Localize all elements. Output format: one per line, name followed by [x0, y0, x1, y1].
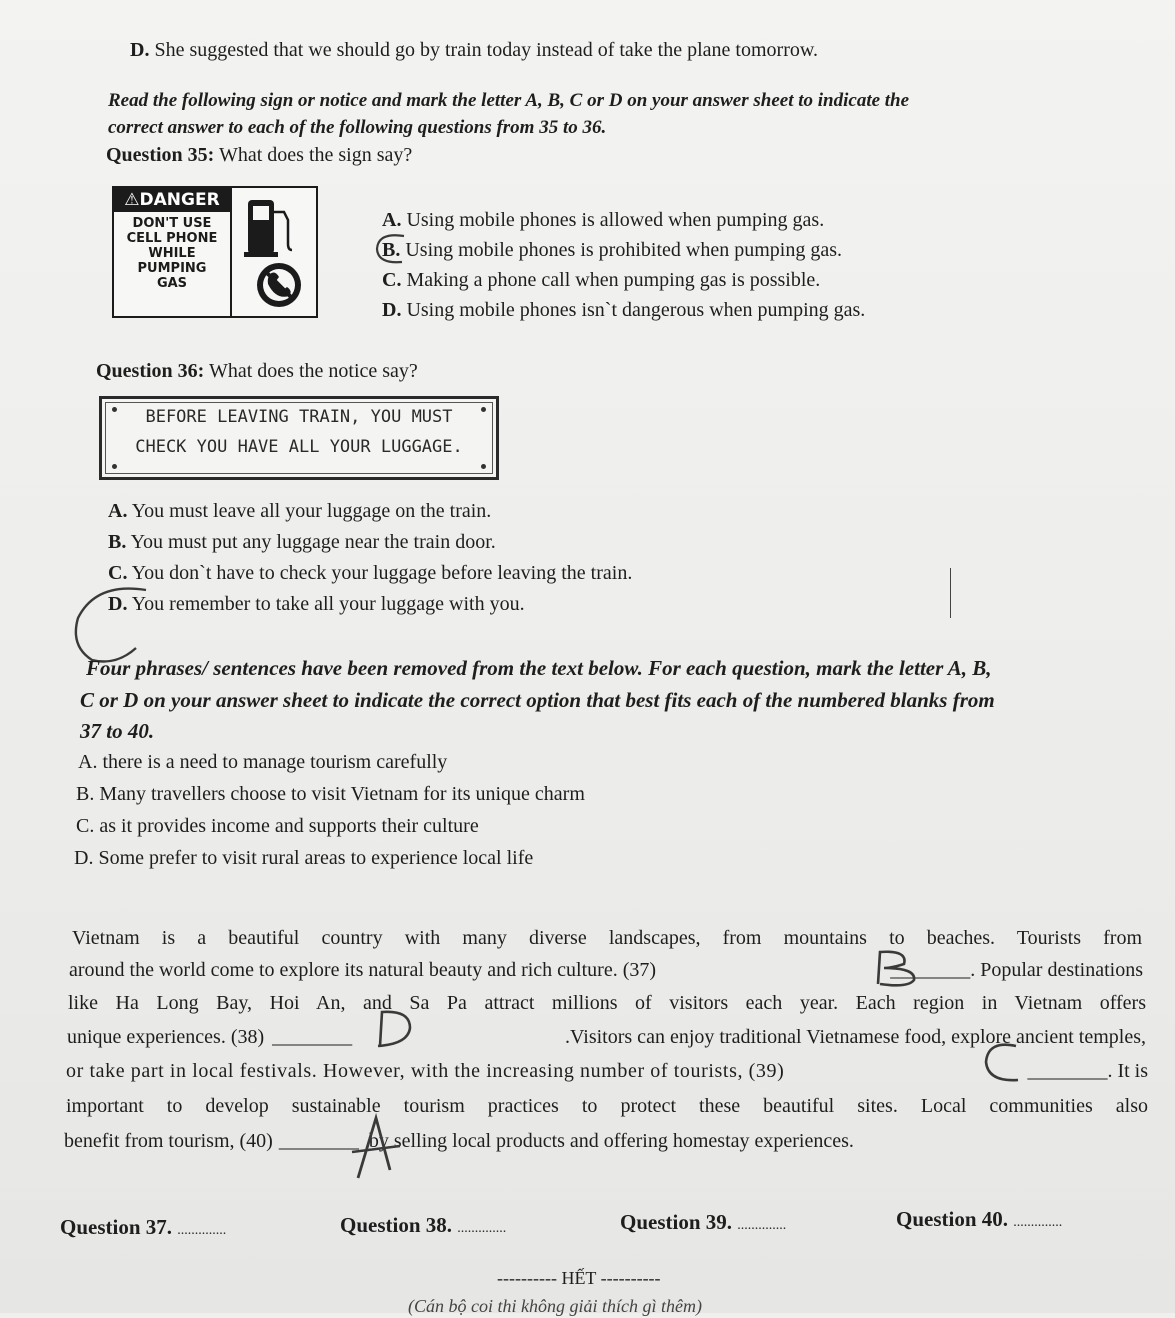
passage-text: benefit from tourism, (40)	[64, 1130, 273, 1152]
notice-rivet	[481, 464, 486, 469]
notice-line-1: BEFORE LEAVING TRAIN, YOU MUST	[145, 407, 453, 427]
sign-line: DON'T USE	[132, 216, 212, 231]
instruction-2-line-1: Four phrases/ sentences have been removed from the text below. For each question, mark the letter A, B,	[86, 656, 992, 680]
option-text: You remember to take all your luggage with you.	[131, 593, 525, 615]
passage-text: unique experiences. (38)	[67, 1026, 265, 1048]
handwritten-b-mark	[868, 948, 924, 988]
option-text: You don`t have to check your luggage before leaving the train.	[131, 562, 633, 584]
passage-line-3: like Ha Long Bay, Hoi An, and Sa Pa attract millions of visitors each year. Each region in Vietnam offers	[68, 992, 1146, 1014]
danger-header: ⚠DANGER	[114, 188, 230, 212]
option-text: You must leave all your luggage on the train.	[131, 500, 492, 522]
question-text: What does the sign say?	[218, 144, 413, 166]
answer-label: Question 40.	[896, 1207, 1009, 1231]
phrase-d: D. Some prefer to visit rural areas to experience local life	[74, 847, 534, 869]
passage-text: around the world come to explore its natural beauty and rich culture. (37)	[69, 959, 657, 981]
sign-divider	[230, 188, 232, 316]
handwritten-d-mark	[366, 1006, 416, 1050]
answer-label: Question 39.	[620, 1210, 733, 1234]
question-label: Question 35:	[106, 144, 215, 166]
question-36	[96, 359, 418, 383]
passage-text: or take part in local festivals. However, with the increasing number of tourists, (39)	[66, 1060, 785, 1082]
sign-line: CELL PHONE	[126, 231, 218, 246]
passage-text: by selling local products and offering homestay experiences.	[368, 1130, 854, 1152]
option-letter: D.	[108, 593, 128, 615]
q35-option-c[interactable]	[382, 268, 820, 292]
question-35	[106, 143, 412, 167]
question-label: Question 36:	[96, 360, 205, 382]
option-letter: B.	[382, 239, 401, 261]
passage-text: . Popular destinations	[970, 959, 1143, 981]
instruction-1-line-1: Read the following sign or notice and mark the letter A, B, C or D on your answer sheet to indicate the	[108, 90, 910, 111]
answer-dots: ..............	[737, 1218, 787, 1233]
option-text: Using mobile phones isn`t dangerous when pumping gas.	[406, 299, 866, 321]
option-letter: C.	[382, 269, 402, 291]
handwritten-c-mark	[976, 1038, 1026, 1086]
blank-40: ________	[278, 1130, 359, 1152]
option-letter: D.	[130, 39, 150, 61]
notice-rivet	[112, 464, 117, 469]
sign-line: WHILE	[148, 246, 196, 261]
passage-line-1: Vietnam is a beautiful country with many diverse landscapes, from mountains to beaches. Tourists from	[72, 927, 1142, 949]
option-text: Making a phone call when pumping gas is possible.	[406, 269, 821, 291]
gas-pump-icon	[242, 194, 302, 258]
no-phone-icon	[254, 260, 304, 310]
option-text: You must put any luggage near the train door.	[130, 531, 496, 553]
q36-option-b[interactable]	[108, 530, 496, 554]
blank-37: ________	[890, 959, 971, 981]
q36-option-d[interactable]	[108, 592, 525, 616]
answer-38[interactable]	[340, 1213, 506, 1241]
footer-note: (Cán bộ coi thi không giải thích gì thêm)	[408, 1296, 702, 1316]
end-marker: ---------- HẾT ----------	[497, 1268, 661, 1288]
q35-option-a[interactable]	[382, 208, 824, 232]
instruction-2-line-2: C or D on your answer sheet to indicate the correct option that best fits each of the numbered blanks from	[80, 688, 995, 712]
phrase-c: C. as it provides income and supports their culture	[76, 815, 479, 837]
spacer	[264, 1025, 272, 1049]
answer-circle-mark	[372, 232, 412, 266]
q36-option-c[interactable]	[108, 561, 632, 585]
answer-37[interactable]	[60, 1215, 226, 1243]
option-letter: D.	[382, 299, 402, 321]
instruction-2-line-3: 37 to 40.	[80, 719, 155, 743]
phrase-b: B. Many travellers choose to visit Vietnam for its unique charm	[76, 783, 585, 805]
answer-dots: ..............	[1013, 1215, 1063, 1230]
question-text: What does the notice say?	[208, 360, 418, 382]
passage-line-2	[69, 958, 1143, 982]
answer-label: Question 37.	[60, 1215, 173, 1239]
danger-sign-text	[114, 216, 230, 291]
answer-dots: ..............	[457, 1221, 507, 1236]
stray-mark	[950, 568, 951, 618]
spacer	[656, 958, 890, 982]
q36-option-a[interactable]	[108, 499, 491, 523]
option-text: Using mobile phones is prohibited when pumping gas.	[405, 239, 842, 261]
handwritten-a-mark	[338, 1112, 408, 1182]
answer-40[interactable]	[896, 1207, 1062, 1235]
q35-option-b[interactable]	[382, 238, 842, 262]
option-letter: B.	[108, 531, 127, 553]
q35-option-d[interactable]	[382, 298, 865, 322]
blank-39: ________	[1027, 1060, 1108, 1082]
option-text: She suggested that we should go by train today instead of take the plane tomorrow.	[154, 39, 819, 61]
answer-dots: ..............	[177, 1223, 227, 1238]
notice-line-2: CHECK YOU HAVE ALL YOUR LUGGAGE.	[135, 437, 463, 457]
sign-line: PUMPING	[137, 261, 207, 276]
passage-text: .Visitors can enjoy traditional Vietnamese food, explore ancient temples,	[565, 1026, 1146, 1048]
phrase-a: A. there is a need to manage tourism carefully	[78, 751, 448, 773]
train-notice	[99, 396, 499, 480]
instruction-1-line-2: correct answer to each of the following questions from 35 to 36.	[108, 117, 607, 138]
blank-38: ________	[272, 1026, 353, 1048]
danger-sign	[112, 186, 318, 318]
top-option-d	[130, 38, 818, 62]
option-letter: C.	[108, 562, 128, 584]
answer-39[interactable]	[620, 1210, 786, 1238]
sign-line: GAS	[156, 276, 188, 291]
option-letter: A.	[108, 500, 128, 522]
option-letter: A.	[382, 209, 402, 231]
option-text: Using mobile phones is allowed when pumping gas.	[406, 209, 825, 231]
passage-line-7	[64, 1129, 854, 1153]
passage-text: . It is	[1107, 1060, 1148, 1082]
passage-line-6: important to develop sustainable tourism practices to protect these beautiful sites. Local communities also	[66, 1095, 1148, 1117]
answer-label: Question 38.	[340, 1213, 453, 1237]
